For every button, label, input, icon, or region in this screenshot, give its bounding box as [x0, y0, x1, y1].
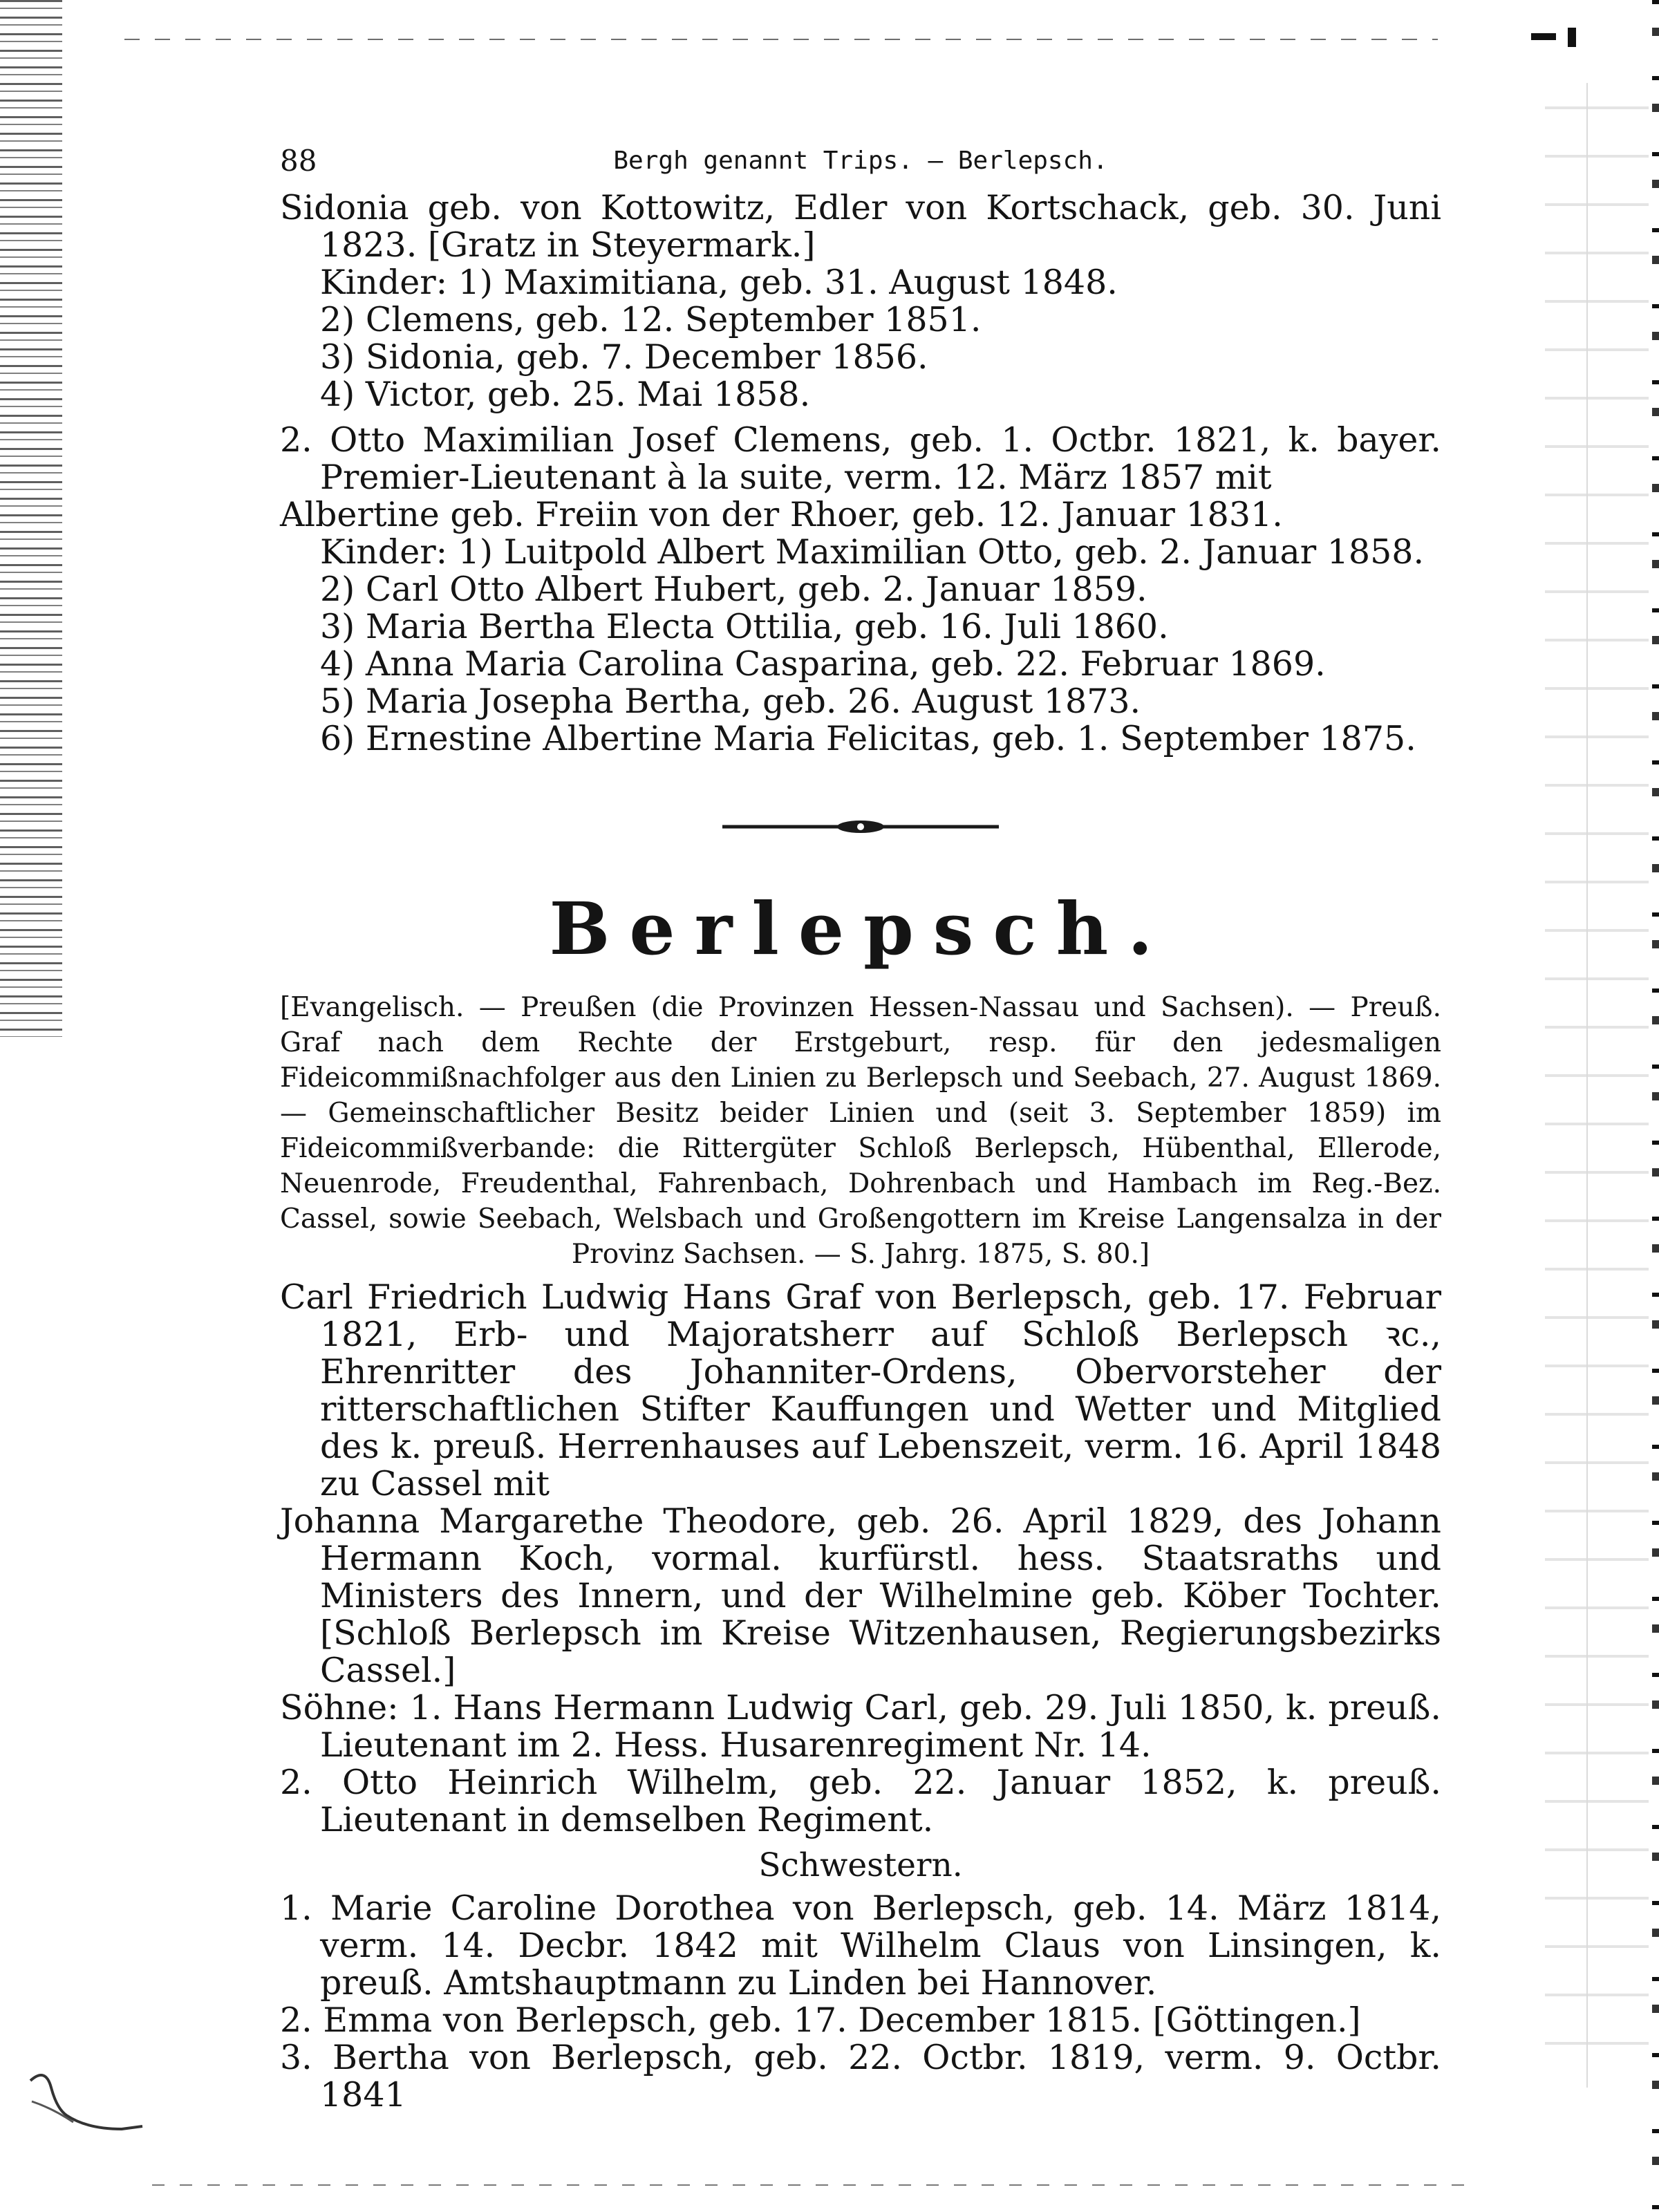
section-divider: [280, 806, 1441, 854]
list-item: Johanna Margarethe Theodore, geb. 26. April 1829, des Johann Hermann Koch, vormal. kurfürstl. hess. Staatsraths und Ministers des Innern, und der Wilhelmine geb. Köber Tochter. [Schloß Berlepsch im Kreise Witzenhausen, Regierungsbezirks Cassel.]: [280, 1501, 1441, 1690]
subheading: Schwestern.: [758, 1846, 963, 1884]
list-item: 2) Clemens, geb. 12. September 1851.: [320, 300, 982, 339]
list-item: Kinder: 1) Luitpold Albert Maximilian Otto, geb. 2. Januar 1858.: [320, 532, 1425, 572]
running-header: [280, 138, 1441, 184]
list-item: Sidonia geb. von Kottowitz, Edler von Kortschack, geb. 30. Juni 1823. [Gratz in Steyermark.]: [280, 188, 1441, 265]
previous-family-entries: [280, 189, 1441, 758]
list-item: 3) Maria Bertha Electa Ottilia, geb. 16. Juli 1860.: [320, 607, 1169, 646]
list-item: 3. Bertha von Berlepsch, geb. 22. Octbr. 1819, verm. 9. Octbr. 1841: [280, 2038, 1441, 2115]
list-item: 4) Victor, geb. 25. Mai 1858.: [320, 375, 811, 414]
list-item: 2) Carl Otto Albert Hubert, geb. 2. Januar 1859.: [320, 570, 1147, 609]
main-entries: [280, 1279, 1441, 1839]
ink-scrawl: [25, 2060, 163, 2143]
scan-top-rule: [124, 39, 1438, 40]
list-item: 6) Ernestine Albertine Maria Felicitas, geb. 1. September 1875.: [320, 719, 1416, 758]
page-number: 88: [280, 144, 317, 178]
scan-left-edge: [0, 0, 62, 1037]
sister-entries: [280, 1890, 1441, 2114]
section-title: Berlepsch.: [549, 886, 1172, 971]
scan-bottom-rule: [152, 2184, 1465, 2186]
list-item: Söhne: 1. Hans Hermann Ludwig Carl, geb. 29. Juli 1850, k. preuß. Lieutenant im 2. Hess. Husarenregiment Nr. 14.: [280, 1688, 1441, 1765]
section-intro: [Evangelisch. — Preußen (die Provinzen Hessen-Nassau und Sachsen). — Preuß. Graf nach dem Rechte der Erstgeburt, resp. für den jedesmaligen Fideicommißnachfolger aus den Linien zu Berlepsch und Seebach, 27. August 1869. — Gemeinschaftlicher Besitz beider Linien und (seit 3. September 1859) im Fideicommißverbande: die Rittergüter Schloß Berlepsch, Hübenthal, Ellerode, Neuenrode, Freudenthal, Fahrenbach, Dohrenbach und Hambach im Reg.-Bez. Cassel, sowie Seebach, Welsbach und Großengottern im Kreise Langensalza in der Provinz Sachsen. — S. Jahrg. 1875, S. 80.]: [280, 992, 1441, 1270]
list-item: 2. Emma von Berlepsch, geb. 17. December 1815. [Göttingen.]: [280, 2000, 1361, 2040]
text-column: [280, 138, 1441, 2114]
ornament-rule: [722, 813, 999, 841]
list-item: 4) Anna Maria Carolina Casparina, geb. 22. Februar 1869.: [320, 644, 1326, 684]
bleed-mark: [1531, 33, 1556, 40]
list-item: Albertine geb. Freiin von der Rhoer, geb. 12. Januar 1831.: [280, 495, 1283, 534]
scan-right-edge: [1652, 0, 1659, 2212]
running-title: Bergh genannt Trips. — Berlepsch.: [613, 147, 1108, 175]
list-item: 2. Otto Heinrich Wilhelm, geb. 22. Januar 1852, k. preuß. Lieutenant in demselben Regiment.: [280, 1763, 1441, 1839]
list-item: 1. Marie Caroline Dorothea von Berlepsch, geb. 14. März 1814, verm. 14. Decbr. 1842 mit Wilhelm Claus von Linsingen, k. preuß. Amtshauptmann zu Linden bei Hannover.: [280, 1888, 1441, 2003]
list-item: 2. Otto Maximilian Josef Clemens, geb. 1. Octbr. 1821, k. bayer. Premier-Lieutenant à la suite, verm. 12. März 1857 mit: [280, 420, 1441, 497]
list-item: Carl Friedrich Ludwig Hans Graf von Berlepsch, geb. 17. Februar 1821, Erb- und Majoratsherr auf Schloß Berlepsch ꝛc., Ehrenritter des Johanniter-Ordens, Obervorsteher der ritterschaftlichen Stifter Kauffungen und Wetter und Mitglied des k. preuß. Herrenhauses auf Lebenszeit, verm. 16. April 1848 zu Cassel mit: [280, 1277, 1441, 1503]
list-item: 3) Sidonia, geb. 7. December 1856.: [320, 337, 928, 377]
list-item: 5) Maria Josepha Bertha, geb. 26. August 1873.: [320, 682, 1141, 721]
list-item: Kinder: 1) Maximitiana, geb. 31. August 1848.: [320, 263, 1118, 302]
facing-page-bleed: [1545, 83, 1649, 2088]
bleed-mark: [1568, 28, 1576, 47]
